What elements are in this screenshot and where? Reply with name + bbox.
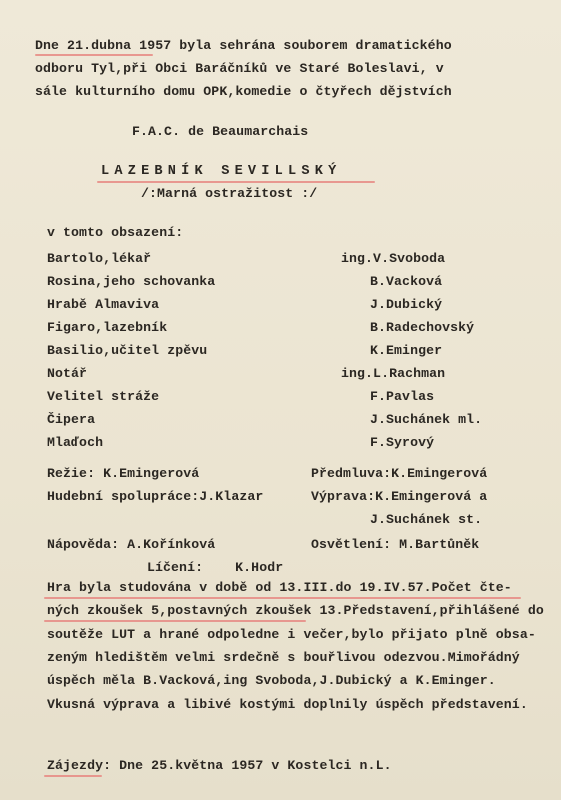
tours-underline: [44, 775, 102, 777]
cast-actor: J.Suchánek ml.: [370, 412, 483, 427]
cast-actor: B.Radechovský: [370, 320, 475, 335]
credit-predmluva: Předmluva:K.Emingerová: [311, 466, 488, 481]
cast-role: Čipera: [47, 412, 96, 427]
report-line-3: soutěže LUT a hrané odpoledne i večer,bylo přijato plně obsa-: [47, 627, 536, 642]
intro-line-3: sále kulturního domu OPK,komedie o čtyřech dějstvích: [35, 84, 452, 99]
cast-actor: J.Dubický: [370, 297, 443, 312]
cast-heading: v tomto obsazení:: [47, 225, 184, 240]
intro-line-2: odboru Tyl,při Obci Baráčníků ve Staré Boleslavi, v: [35, 61, 444, 76]
cast-role: Hrabě Almaviva: [47, 297, 160, 312]
credit-liceni: Líčení: K.Hodr: [147, 560, 284, 575]
cast-role: Basilio,učitel zpěvu: [47, 343, 208, 358]
cast-actor: B.Vacková: [370, 274, 443, 289]
intro-line-1: Dne 21.dubna 1957 byla sehrána souborem dramatického: [35, 38, 452, 53]
author: F.A.C. de Beaumarchais: [132, 124, 309, 139]
report-underline-1: [44, 597, 521, 599]
cast-role: Rosina,jeho schovanka: [47, 274, 216, 289]
report-underline-2: [44, 620, 306, 622]
report-line-6: Vkusná výprava a libivé kostými doplnily úspěch představení.: [47, 697, 528, 712]
report-line-4: zeným hledištěm velmi srdečně s bouřlivou odezvou.Mimořádný: [47, 650, 520, 665]
date-underline: [35, 54, 153, 56]
cast-actor: K.Eminger: [370, 343, 443, 358]
play-title: LAZEBNÍK SEVILLSKÝ: [101, 164, 342, 179]
report-line-1: Hra byla studována v době od 13.III.do 19.IV.57.Počet čte-: [47, 580, 512, 595]
credit-osvetleni: Osvětlení: M.Bartůněk: [311, 537, 480, 552]
credit-vyprava: Výprava:K.Emingerová a: [311, 489, 488, 504]
cast-actor: F.Syrový: [370, 435, 435, 450]
title-underline: [97, 181, 375, 183]
cast-actor: ing.L.Rachman: [341, 366, 446, 381]
cast-role: Figaro,lazebník: [47, 320, 168, 335]
report-line-5: úspěch měla B.Vacková,ing Svoboda,J.Dubický a K.Eminger.: [47, 673, 496, 688]
cast-role: Notář: [47, 366, 88, 381]
credit-rezie: Režie: K.Emingerová: [47, 466, 200, 481]
credit-napoveda: Nápověda: A.Kořínková: [47, 537, 216, 552]
credit-vyprava-cont: J.Suchánek st.: [370, 512, 483, 527]
cast-role: Velitel stráže: [47, 389, 160, 404]
cast-actor: ing.V.Svoboda: [341, 251, 446, 266]
play-subtitle: /:Marná ostražitost :/: [141, 186, 318, 201]
cast-actor: F.Pavlas: [370, 389, 435, 404]
cast-role: Bartolo,lékař: [47, 251, 152, 266]
cast-role: Mlaďoch: [47, 435, 104, 450]
tours-line: Zájezdy: Dne 25.května 1957 v Kostelci n.L.: [47, 758, 392, 773]
report-line-2: ných zkoušek 5,postavných zkoušek 13.Představení,přihlášené do: [47, 603, 544, 618]
credit-hudebni: Hudební spolupráce:J.Klazar: [47, 489, 264, 504]
